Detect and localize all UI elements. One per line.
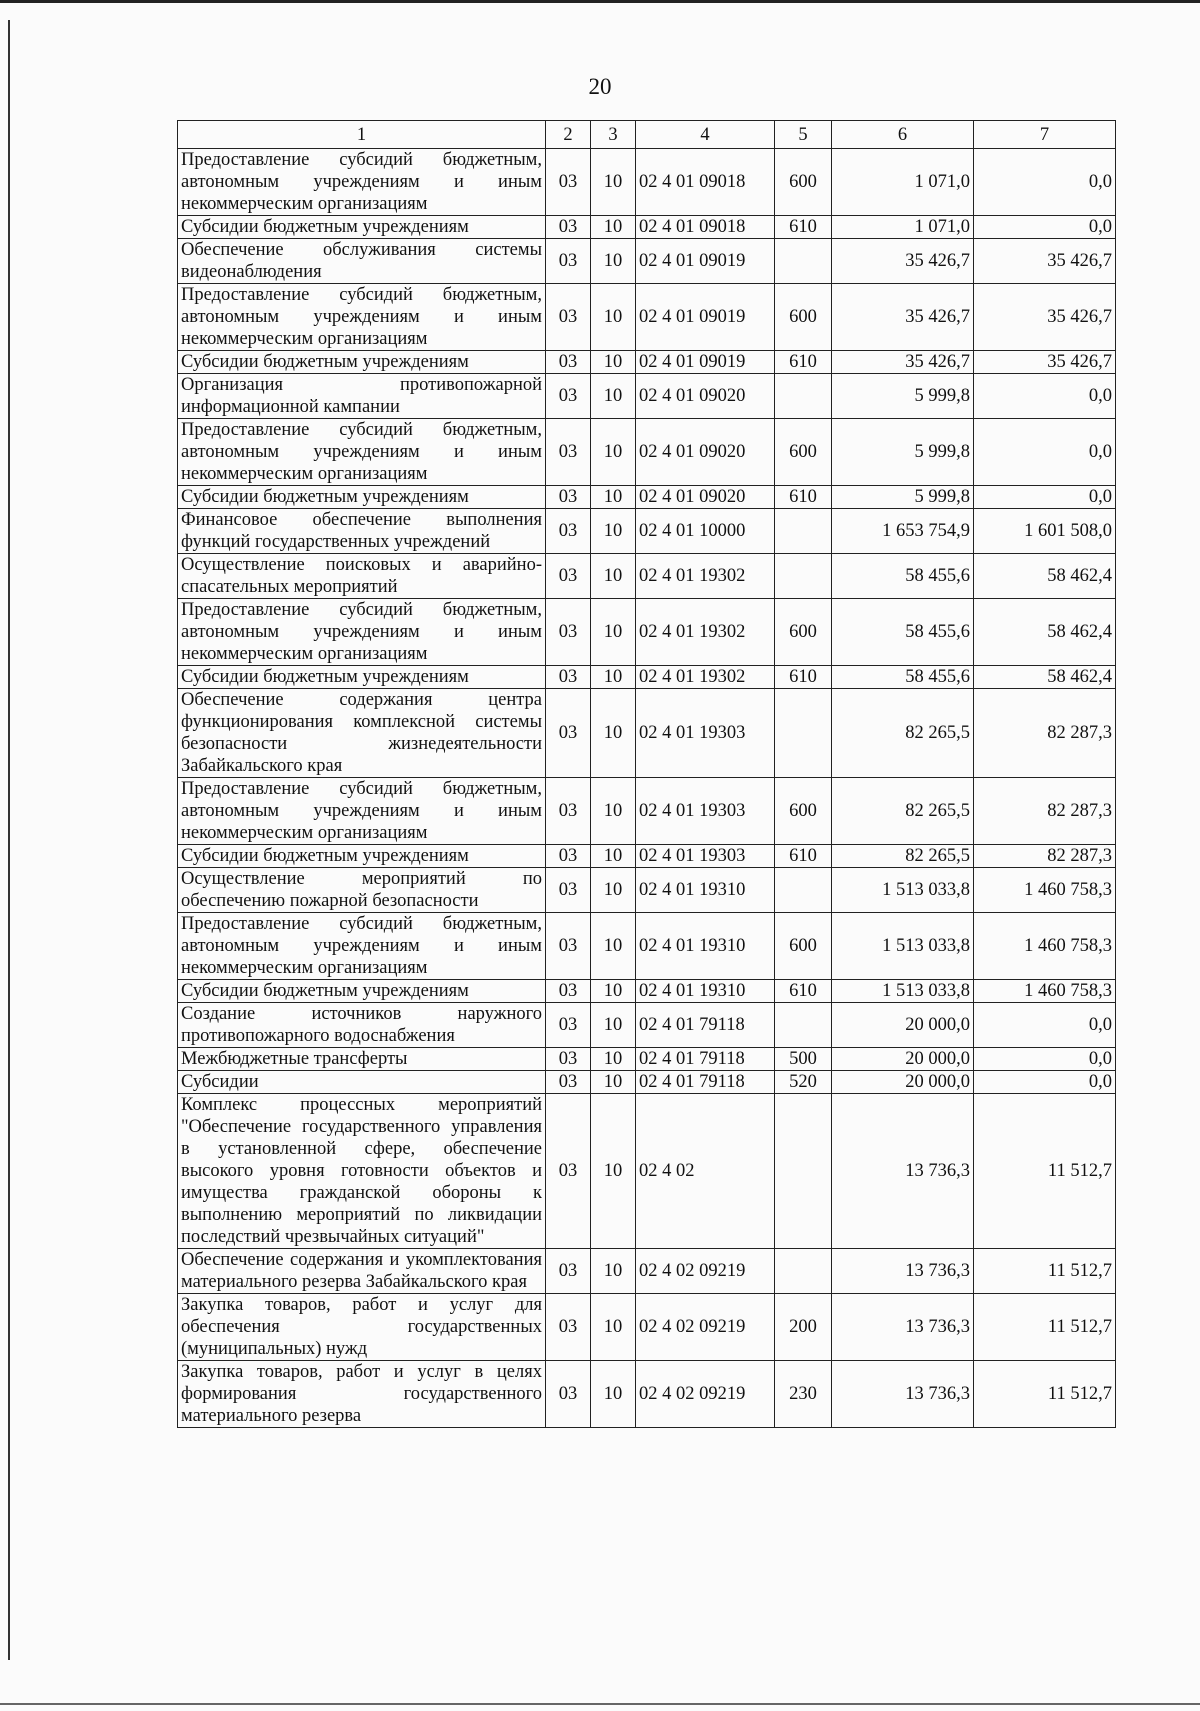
row-name-cell: Обеспечение содержания и укомплектования материального резерва Забайкальского края (178, 1249, 546, 1294)
expense-type-cell: 600 (775, 599, 832, 666)
amount-year2-cell: 0,0 (974, 1003, 1116, 1048)
subsection-cell: 10 (591, 778, 636, 845)
target-article-cell: 02 4 01 79118 (636, 1071, 775, 1094)
row-name-cell: Предоставление субсидий бюджетным, автономным учреждениям и иным некоммерческим организациям (178, 913, 546, 980)
amount-year1-cell: 1 071,0 (832, 149, 974, 216)
row-name-cell: Субсидии бюджетным учреждениям (178, 666, 546, 689)
amount-year1-cell: 5 999,8 (832, 486, 974, 509)
amount-year2-cell: 82 287,3 (974, 778, 1116, 845)
row-name-cell: Осуществление поисковых и аварийно-спасательных мероприятий (178, 554, 546, 599)
section-cell: 03 (546, 1294, 591, 1361)
row-name-cell: Субсидии бюджетным учреждениям (178, 351, 546, 374)
table-row (178, 351, 1116, 374)
amount-year2-cell: 0,0 (974, 486, 1116, 509)
amount-year1-cell: 13 736,3 (832, 1249, 974, 1294)
target-article-cell: 02 4 02 (636, 1094, 775, 1249)
header-cell: 4 (636, 121, 775, 149)
amount-year2-cell: 58 462,4 (974, 554, 1116, 599)
expense-type-cell: 600 (775, 284, 832, 351)
amount-year2-cell: 11 512,7 (974, 1094, 1116, 1249)
amount-year1-cell: 13 736,3 (832, 1294, 974, 1361)
subsection-cell: 10 (591, 374, 636, 419)
table-row (178, 284, 1116, 351)
section-cell: 03 (546, 1048, 591, 1071)
section-cell: 03 (546, 419, 591, 486)
amount-year2-cell: 0,0 (974, 216, 1116, 239)
amount-year1-cell: 1 513 033,8 (832, 980, 974, 1003)
target-article-cell: 02 4 01 09020 (636, 374, 775, 419)
subsection-cell: 10 (591, 1361, 636, 1428)
section-cell: 03 (546, 913, 591, 980)
amount-year1-cell: 35 426,7 (832, 351, 974, 374)
section-cell: 03 (546, 1249, 591, 1294)
table-row (178, 1361, 1116, 1428)
amount-year1-cell: 20 000,0 (832, 1071, 974, 1094)
table-row (178, 689, 1116, 778)
amount-year1-cell: 1 513 033,8 (832, 913, 974, 980)
expense-type-cell: 610 (775, 216, 832, 239)
amount-year1-cell: 5 999,8 (832, 419, 974, 486)
target-article-cell: 02 4 01 19303 (636, 778, 775, 845)
target-article-cell: 02 4 01 79118 (636, 1003, 775, 1048)
table-row (178, 239, 1116, 284)
section-cell: 03 (546, 149, 591, 216)
amount-year1-cell: 82 265,5 (832, 845, 974, 868)
target-article-cell: 02 4 01 19302 (636, 666, 775, 689)
amount-year2-cell: 0,0 (974, 149, 1116, 216)
row-name-cell: Закупка товаров, работ и услуг для обеспечения государственных (муниципальных) нужд (178, 1294, 546, 1361)
target-article-cell: 02 4 01 09019 (636, 284, 775, 351)
section-cell: 03 (546, 509, 591, 554)
section-cell: 03 (546, 351, 591, 374)
page-top-edge (0, 0, 1200, 3)
expense-type-cell: 610 (775, 486, 832, 509)
table-row (178, 374, 1116, 419)
row-name-cell: Субсидии бюджетным учреждениям (178, 216, 546, 239)
row-name-cell: Закупка товаров, работ и услуг в целях формирования государственного материального резерва (178, 1361, 546, 1428)
subsection-cell: 10 (591, 689, 636, 778)
amount-year2-cell: 1 460 758,3 (974, 980, 1116, 1003)
target-article-cell: 02 4 02 09219 (636, 1249, 775, 1294)
section-cell: 03 (546, 374, 591, 419)
subsection-cell: 10 (591, 868, 636, 913)
header-cell: 3 (591, 121, 636, 149)
expense-type-cell (775, 868, 832, 913)
target-article-cell: 02 4 01 09020 (636, 486, 775, 509)
amount-year1-cell: 1 653 754,9 (832, 509, 974, 554)
row-name-cell: Субсидии (178, 1071, 546, 1094)
section-cell: 03 (546, 1361, 591, 1428)
target-article-cell: 02 4 01 10000 (636, 509, 775, 554)
table-row (178, 1048, 1116, 1071)
amount-year1-cell: 82 265,5 (832, 689, 974, 778)
subsection-cell: 10 (591, 913, 636, 980)
section-cell: 03 (546, 1003, 591, 1048)
target-article-cell: 02 4 02 09219 (636, 1294, 775, 1361)
row-name-cell: Обеспечение обслуживания системы видеонаблюдения (178, 239, 546, 284)
amount-year2-cell: 11 512,7 (974, 1294, 1116, 1361)
section-cell: 03 (546, 778, 591, 845)
row-name-cell: Предоставление субсидий бюджетным, автономным учреждениям и иным некоммерческим организациям (178, 599, 546, 666)
section-cell: 03 (546, 239, 591, 284)
subsection-cell: 10 (591, 284, 636, 351)
table-row (178, 778, 1116, 845)
section-cell: 03 (546, 554, 591, 599)
subsection-cell: 10 (591, 419, 636, 486)
target-article-cell: 02 4 01 79118 (636, 1048, 775, 1071)
target-article-cell: 02 4 01 09018 (636, 216, 775, 239)
subsection-cell: 10 (591, 239, 636, 284)
subsection-cell: 10 (591, 1048, 636, 1071)
table-row (178, 509, 1116, 554)
expense-type-cell: 600 (775, 913, 832, 980)
section-cell: 03 (546, 486, 591, 509)
amount-year2-cell: 35 426,7 (974, 284, 1116, 351)
table-row (178, 868, 1116, 913)
table-row (178, 980, 1116, 1003)
row-name-cell: Субсидии бюджетным учреждениям (178, 980, 546, 1003)
subsection-cell: 10 (591, 980, 636, 1003)
amount-year1-cell: 35 426,7 (832, 239, 974, 284)
expense-type-cell (775, 239, 832, 284)
row-name-cell: Предоставление субсидий бюджетным, автономным учреждениям и иным некоммерческим организациям (178, 778, 546, 845)
table-row (178, 845, 1116, 868)
amount-year2-cell: 0,0 (974, 1071, 1116, 1094)
table-body (178, 149, 1116, 1428)
subsection-cell: 10 (591, 351, 636, 374)
table-row (178, 1003, 1116, 1048)
section-cell: 03 (546, 689, 591, 778)
subsection-cell: 10 (591, 1094, 636, 1249)
amount-year2-cell: 0,0 (974, 374, 1116, 419)
amount-year2-cell: 1 460 758,3 (974, 913, 1116, 980)
expense-type-cell (775, 509, 832, 554)
amount-year2-cell: 0,0 (974, 419, 1116, 486)
target-article-cell: 02 4 02 09219 (636, 1361, 775, 1428)
expense-type-cell: 600 (775, 419, 832, 486)
section-cell: 03 (546, 666, 591, 689)
target-article-cell: 02 4 01 19310 (636, 913, 775, 980)
row-name-cell: Создание источников наружного противопожарного водоснабжения (178, 1003, 546, 1048)
section-cell: 03 (546, 845, 591, 868)
table-row (178, 1294, 1116, 1361)
expense-type-cell (775, 1249, 832, 1294)
row-name-cell: Комплекс процессных мероприятий "Обеспечение государственного управления в установленной сфере, обеспечение высокого уровня готовности объектов и имущества гражданской обороны к выполнению мероприятий по ликвидации последствий чрезвычайных ситуаций" (178, 1094, 546, 1249)
amount-year2-cell: 11 512,7 (974, 1249, 1116, 1294)
table-row (178, 1071, 1116, 1094)
subsection-cell: 10 (591, 554, 636, 599)
expense-type-cell (775, 1003, 832, 1048)
section-cell: 03 (546, 1071, 591, 1094)
page-number: 20 (588, 74, 612, 99)
expense-type-cell (775, 554, 832, 599)
target-article-cell: 02 4 01 19303 (636, 845, 775, 868)
subsection-cell: 10 (591, 149, 636, 216)
subsection-cell: 10 (591, 509, 636, 554)
subsection-cell: 10 (591, 1249, 636, 1294)
expense-type-cell: 200 (775, 1294, 832, 1361)
table-row (178, 419, 1116, 486)
section-cell: 03 (546, 284, 591, 351)
subsection-cell: 10 (591, 1003, 636, 1048)
amount-year1-cell: 20 000,0 (832, 1048, 974, 1071)
expense-type-cell: 610 (775, 845, 832, 868)
subsection-cell: 10 (591, 845, 636, 868)
expense-type-cell: 500 (775, 1048, 832, 1071)
header-cell: 7 (974, 121, 1116, 149)
amount-year1-cell: 58 455,6 (832, 554, 974, 599)
subsection-cell: 10 (591, 666, 636, 689)
amount-year1-cell: 1 513 033,8 (832, 868, 974, 913)
table-row (178, 486, 1116, 509)
section-cell: 03 (546, 1094, 591, 1249)
subsection-cell: 10 (591, 486, 636, 509)
amount-year2-cell: 35 426,7 (974, 351, 1116, 374)
row-name-cell: Предоставление субсидий бюджетным, автономным учреждениям и иным некоммерческим организациям (178, 284, 546, 351)
row-name-cell: Предоставление субсидий бюджетным, автономным учреждениям и иным некоммерческим организациям (178, 149, 546, 216)
row-name-cell: Организация противопожарной информационной кампании (178, 374, 546, 419)
table-row (178, 599, 1116, 666)
row-name-cell: Обеспечение содержания центра функционирования комплексной системы безопасности жизнедеятельности Забайкальского края (178, 689, 546, 778)
target-article-cell: 02 4 01 09018 (636, 149, 775, 216)
amount-year1-cell: 1 071,0 (832, 216, 974, 239)
expense-type-cell: 610 (775, 351, 832, 374)
amount-year1-cell: 13 736,3 (832, 1094, 974, 1249)
table-row (178, 1249, 1116, 1294)
expense-type-cell: 610 (775, 980, 832, 1003)
header-cell: 1 (178, 121, 546, 149)
amount-year1-cell: 82 265,5 (832, 778, 974, 845)
section-cell: 03 (546, 599, 591, 666)
expense-type-cell (775, 689, 832, 778)
amount-year2-cell: 82 287,3 (974, 845, 1116, 868)
target-article-cell: 02 4 01 19303 (636, 689, 775, 778)
amount-year2-cell: 58 462,4 (974, 666, 1116, 689)
target-article-cell: 02 4 01 19302 (636, 599, 775, 666)
table-row (178, 149, 1116, 216)
amount-year1-cell: 58 455,6 (832, 599, 974, 666)
target-article-cell: 02 4 01 09020 (636, 419, 775, 486)
page-left-edge (8, 20, 10, 1660)
expense-type-cell: 600 (775, 149, 832, 216)
target-article-cell: 02 4 01 09019 (636, 239, 775, 284)
table-row (178, 666, 1116, 689)
row-name-cell: Финансовое обеспечение выполнения функций государственных учреждений (178, 509, 546, 554)
page-bottom-edge (0, 1703, 1200, 1705)
subsection-cell: 10 (591, 599, 636, 666)
subsection-cell: 10 (591, 216, 636, 239)
header-cell: 6 (832, 121, 974, 149)
row-name-cell: Субсидии бюджетным учреждениям (178, 845, 546, 868)
row-name-cell: Субсидии бюджетным учреждениям (178, 486, 546, 509)
amount-year1-cell: 58 455,6 (832, 666, 974, 689)
amount-year1-cell: 35 426,7 (832, 284, 974, 351)
subsection-cell: 10 (591, 1071, 636, 1094)
row-name-cell: Межбюджетные трансферты (178, 1048, 546, 1071)
expense-type-cell (775, 1094, 832, 1249)
row-name-cell: Осуществление мероприятий по обеспечению пожарной безопасности (178, 868, 546, 913)
expense-type-cell: 610 (775, 666, 832, 689)
table-row (178, 216, 1116, 239)
section-cell: 03 (546, 868, 591, 913)
amount-year2-cell: 82 287,3 (974, 689, 1116, 778)
target-article-cell: 02 4 01 19310 (636, 980, 775, 1003)
table-row (178, 913, 1116, 980)
amount-year2-cell: 0,0 (974, 1048, 1116, 1071)
section-cell: 03 (546, 980, 591, 1003)
target-article-cell: 02 4 01 09019 (636, 351, 775, 374)
expense-type-cell (775, 374, 832, 419)
amount-year2-cell: 1 601 508,0 (974, 509, 1116, 554)
table-row (178, 554, 1116, 599)
table-row (178, 1094, 1116, 1249)
amount-year2-cell: 1 460 758,3 (974, 868, 1116, 913)
target-article-cell: 02 4 01 19310 (636, 868, 775, 913)
budget-table (177, 120, 1116, 1428)
header-cell: 2 (546, 121, 591, 149)
header-cell: 5 (775, 121, 832, 149)
target-article-cell: 02 4 01 19302 (636, 554, 775, 599)
amount-year2-cell: 35 426,7 (974, 239, 1116, 284)
amount-year1-cell: 13 736,3 (832, 1361, 974, 1428)
row-name-cell: Предоставление субсидий бюджетным, автономным учреждениям и иным некоммерческим организациям (178, 419, 546, 486)
subsection-cell: 10 (591, 1294, 636, 1361)
expense-type-cell: 230 (775, 1361, 832, 1428)
expense-type-cell: 600 (775, 778, 832, 845)
table-header-row (178, 121, 1116, 149)
amount-year1-cell: 20 000,0 (832, 1003, 974, 1048)
amount-year2-cell: 11 512,7 (974, 1361, 1116, 1428)
expense-type-cell: 520 (775, 1071, 832, 1094)
section-cell: 03 (546, 216, 591, 239)
amount-year1-cell: 5 999,8 (832, 374, 974, 419)
amount-year2-cell: 58 462,4 (974, 599, 1116, 666)
